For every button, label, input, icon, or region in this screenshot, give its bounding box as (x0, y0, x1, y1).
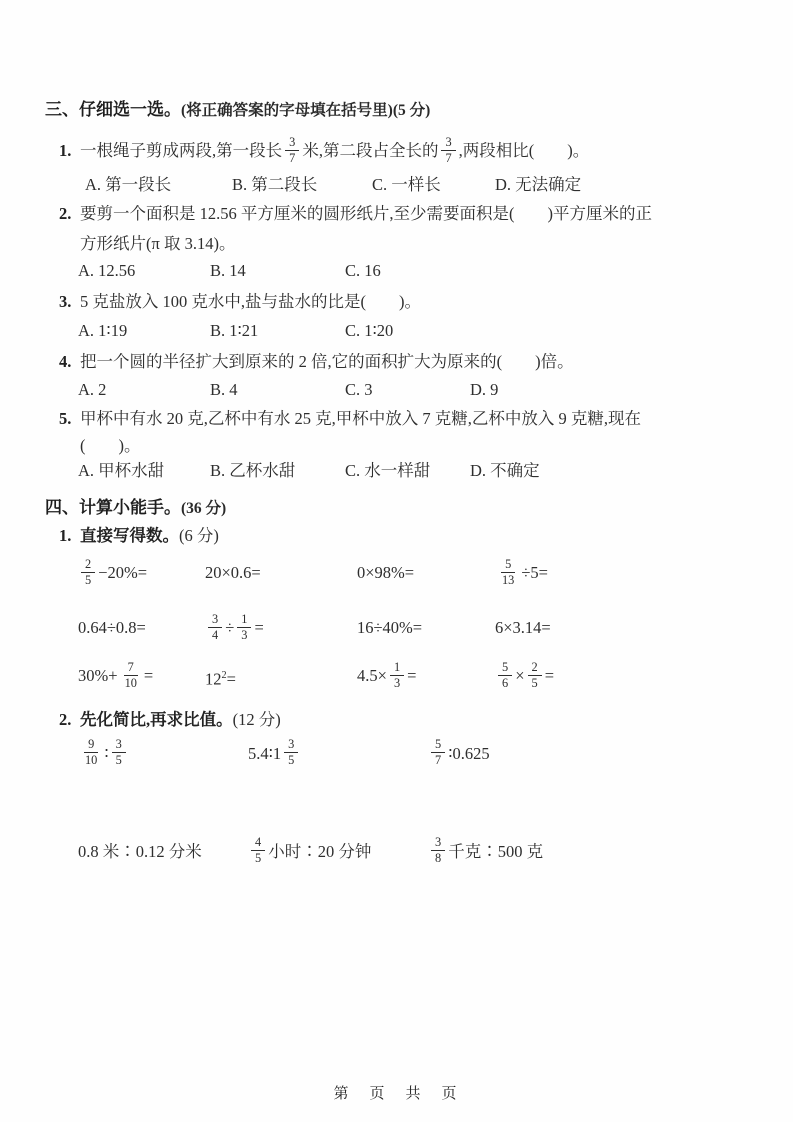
section-4-points: (36 分) (181, 500, 227, 517)
fraction: $\frac{5}{7}$ (431, 737, 445, 768)
fraction: $\frac{7}{10}$ (124, 659, 137, 690)
fraction: $\frac{2}{5}$ (81, 557, 95, 588)
option-a: A. 第一段长 (85, 175, 172, 194)
question-4-number: 4. (59, 352, 72, 371)
section-3-instructions: (将正确答案的字母填在括号里)(5 分) (181, 102, 431, 119)
section-4-title: 四、计算小能手。 (45, 498, 181, 517)
fraction: $\frac{2}{5}$ (528, 660, 542, 691)
question-2-continued (45, 233, 761, 255)
ratio-row-1 (45, 732, 761, 776)
option-b: B. 乙杯水甜 (210, 461, 296, 480)
calc-expression: $\frac{5}{13}$ ÷5= (495, 551, 761, 595)
section-4-header (45, 493, 761, 518)
question-5-options (45, 461, 761, 481)
option-c: C. 一样长 (372, 175, 441, 194)
option-b: B. 第二段长 (232, 175, 318, 194)
option-d: D. 不确定 (470, 461, 540, 480)
option-c: C. 水一样甜 (345, 461, 431, 480)
paper-content (45, 95, 761, 874)
fraction: $\frac{3}{7}$ (441, 135, 455, 166)
option-d: D. 无法确定 (495, 175, 582, 194)
fraction: $\frac{5}{13}$ (502, 556, 515, 587)
calc-expression: $\frac{3}{4}$ ÷ $\frac{1}{3}$ = (205, 606, 357, 650)
question-4 (45, 351, 761, 373)
section-3-title: 三、仔细选一选。 (45, 100, 181, 119)
option-b: B. 4 (210, 380, 238, 399)
option-d: D. 9 (470, 380, 499, 399)
question-3-number: 3. (59, 292, 72, 311)
ratio-expression: 0.8 米∶0.12 分米 (78, 841, 202, 861)
fraction: $\frac{5}{6}$ (498, 660, 512, 691)
option-a: A. 1∶19 (78, 321, 128, 340)
calc-expression: $\frac{2}{5}$ −20%= (78, 551, 205, 595)
subsection-2-points: (12 分) (232, 709, 281, 729)
question-2-text-line2: 方形纸片(π 取 3.14)。 (80, 234, 236, 253)
calc-expression: 30%+ $\frac{7}{10}$ = (78, 659, 154, 690)
option-c: C. 1∶20 (345, 321, 394, 340)
calc-expression: 0.64÷0.8= (78, 618, 146, 637)
fraction: $\frac{3}{8}$ (431, 835, 445, 866)
option-a: A. 2 (78, 380, 107, 399)
subsection-1-number: 1. (59, 526, 72, 545)
option-b: B. 14 (210, 261, 246, 280)
subsection-1-label (45, 526, 761, 546)
fraction: $\frac{1}{3}$ (237, 612, 251, 643)
fraction: $\frac{4}{5}$ (251, 835, 265, 866)
ratio-expression: 5.4∶1 $\frac{3}{5}$ (248, 732, 428, 776)
question-2 (45, 203, 761, 225)
calc-expression: 16÷40%= (357, 618, 423, 637)
option-a: A. 12.56 (78, 261, 136, 280)
page-footer: 第 页 共 页 (333, 1086, 460, 1102)
ratio-expression: $\frac{4}{5}$ 小时∶20 分钟 (248, 830, 428, 874)
option-a: A. 甲杯水甜 (78, 461, 165, 480)
fraction: $\frac{3}{5}$ (112, 737, 126, 768)
question-1 (45, 129, 761, 173)
question-2-options (45, 261, 761, 281)
ratio-expression: $\frac{5}{7}$ ∶0.625 (428, 732, 761, 776)
fraction: $\frac{3}{5}$ (284, 737, 298, 768)
calc-row-2 (45, 606, 761, 650)
subsection-1-points: (6 分) (179, 526, 219, 545)
option-b: B. 1∶21 (210, 321, 259, 340)
question-5-number: 5. (59, 409, 72, 428)
calc-expression: 4.5× $\frac{1}{3}$ = (357, 659, 417, 690)
question-3 (45, 291, 761, 313)
question-5-text-line2: ( )。 (80, 436, 141, 455)
question-3-options (45, 321, 761, 341)
question-1-number: 1. (59, 141, 72, 160)
question-4-text: 把一个圆的半径扩大到原来的 2 倍,它的面积扩大为原来的( )倍。 (80, 352, 574, 371)
calc-row-1 (45, 551, 761, 595)
calc-expression: 20×0.6= (205, 563, 261, 582)
fraction: $\frac{9}{10}$ (85, 737, 98, 768)
calc-expression: 0×98%= (357, 563, 415, 582)
subsection-1-title: 直接写得数。 (80, 526, 179, 545)
option-c: C. 3 (345, 380, 373, 399)
ratio-row-2 (45, 830, 761, 874)
question-1-options (45, 175, 761, 195)
option-c: C. 16 (345, 261, 381, 280)
question-5 (45, 408, 761, 430)
question-5-text-line1: 甲杯中有水 20 克,乙杯中有水 25 克,甲杯中放入 7 克糖,乙杯中放入 9 克糖,现在 (80, 409, 641, 428)
question-2-number: 2. (59, 204, 72, 223)
question-5-continued (45, 435, 761, 457)
calc-row-3 (45, 654, 761, 702)
ratio-expression: $\frac{9}{10}$ ∶ $\frac{3}{5}$ (78, 732, 248, 776)
subsection-2-label (45, 710, 761, 730)
subsection-2-title: 先化简比,再求比值。 (80, 709, 233, 729)
ratio-expression: $\frac{3}{8}$ 千克∶500 克 (428, 830, 761, 874)
fraction: $\frac{1}{3}$ (390, 660, 404, 691)
question-4-options (45, 380, 761, 400)
subsection-2-number: 2. (59, 709, 72, 729)
calc-expression: 6×3.14= (495, 618, 551, 637)
fraction: $\frac{3}{7}$ (285, 135, 299, 166)
calc-expression: $12^2=$ (205, 669, 236, 689)
question-1-text: 一根绳子剪成两段,第一段长 $\frac{3}{7}$ 米,第二段占全长的 $\frac{3}{7}$ ,两段相比( )。 (80, 134, 590, 165)
fraction: $\frac{3}{4}$ (208, 612, 222, 643)
question-2-text-line1: 要剪一个面积是 12.56 平方厘米的圆形纸片,至少需要面积是( )平方厘米的正 (80, 204, 652, 223)
calc-expression: $\frac{5}{6}$ × $\frac{2}{5}$ = (495, 654, 761, 702)
question-3-text: 5 克盐放入 100 克水中,盐与盐水的比是( )。 (80, 292, 421, 311)
section-3-header (45, 95, 761, 120)
